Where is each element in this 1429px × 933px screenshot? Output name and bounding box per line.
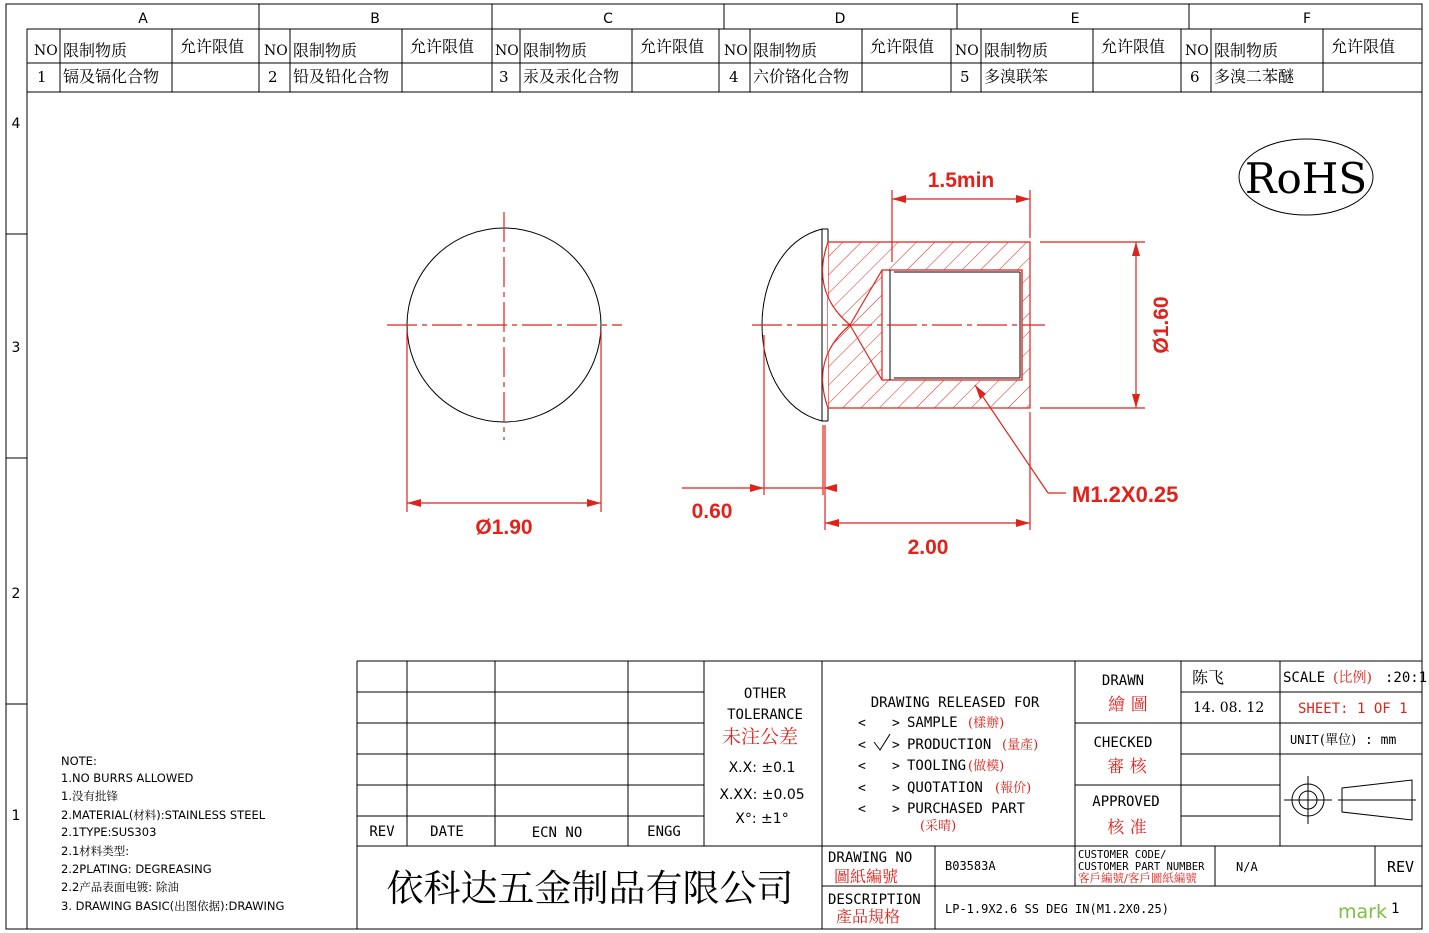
item-no: 2 [268, 68, 278, 86]
release-label: QUOTATION [907, 780, 983, 796]
drawn-label: DRAWN [1101, 673, 1145, 689]
zone-row-2: 2 [11, 586, 21, 602]
svg-text:>: > [892, 759, 900, 774]
svg-text:>: > [892, 716, 900, 731]
rev-col-date: DATE [430, 824, 464, 840]
row-zones [6, 116, 27, 824]
hdr-limit: 允许限值 [870, 37, 935, 56]
note-line: 2.1材料类型: [61, 844, 130, 858]
zone-row-4: 4 [11, 116, 21, 132]
hdr-limit: 允许限值 [640, 37, 705, 56]
tol-xx: X.X: ±0.1 [728, 760, 796, 776]
company-name: 依科达五金制品有限公司 [386, 867, 794, 910]
item-no: 1 [37, 68, 47, 86]
dim-shank-dia [1040, 242, 1173, 408]
hdr-limit: 允许限值 [1101, 37, 1166, 56]
release-title: DRAWING RELEASED FOR [870, 695, 1040, 711]
release-cn: (做模) [968, 759, 1005, 774]
customer-code-label2: CUSTOMER PART NUMBER [1078, 861, 1205, 873]
release-label: PURCHASED PART [907, 801, 1026, 817]
note-line: 2.2PLATING: DEGREASING [61, 862, 212, 876]
note-line: 1.没有批锋 [61, 789, 118, 803]
hdr-limit: 允许限值 [410, 37, 475, 56]
dim-min-length: 1.5min [927, 169, 995, 192]
release-item [858, 734, 1038, 753]
side-view [752, 229, 1045, 421]
item-name: 镉及镉化合物 [63, 67, 160, 86]
note-line: 2.MATERIAL(材料):STAINLESS STEEL [61, 808, 266, 822]
description-label: DESCRIPTION [828, 892, 921, 908]
item-name: 铅及铅化合物 [293, 67, 390, 86]
hdr-no: NO [264, 43, 288, 59]
hdr-substance: 限制物质 [293, 41, 358, 60]
scale-cn: (比例) [1333, 670, 1372, 686]
hdr-no: NO [955, 43, 979, 59]
svg-text:<: < [858, 738, 866, 753]
check-icon [874, 734, 890, 750]
hdr-limit: 允许限值 [180, 37, 245, 56]
mark-watermark: mark [1338, 901, 1387, 923]
rohs-text: RoHS [1244, 154, 1368, 203]
approved-label: APPROVED [1092, 794, 1160, 810]
note-line: 2.2产品表面电镀: 除油 [61, 880, 179, 894]
scale-label: SCALE [1283, 670, 1326, 686]
customer-code-cn: 客戶編號/客戶圖紙編號 [1078, 871, 1197, 885]
hdr-no: NO [1185, 43, 1209, 59]
rev-col-rev: REV [369, 824, 395, 840]
zone-row-1: 1 [11, 808, 21, 824]
item-no: 4 [729, 68, 739, 86]
drawing-no-label: DRAWING NO [828, 850, 913, 866]
note-line: 3. DRAWING BASIC(出图依据):DRAWING [61, 899, 285, 913]
dim-head-height-text: 0.60 [691, 500, 733, 523]
item-name: 汞及汞化合物 [523, 67, 620, 86]
description-cn: 產品規格 [836, 907, 901, 926]
approved-cn: 核 准 [1107, 818, 1147, 838]
svg-text:<: < [858, 781, 866, 796]
release-cn: (量產) [1002, 738, 1039, 753]
front-view [387, 212, 622, 539]
dim-head-diameter: Ø1.90 [475, 516, 533, 539]
zone-col-d: D [834, 11, 846, 27]
drawn-cn: 繪 圖 [1108, 695, 1148, 715]
zone-col-c: C [603, 11, 613, 27]
dim-shank-length-text: 2.00 [907, 536, 949, 559]
rev-col-engg: ENGG [647, 824, 681, 840]
svg-text:<: < [858, 716, 866, 731]
tol-line1: OTHER [743, 686, 787, 702]
hdr-substance: 限制物质 [523, 41, 588, 60]
release-item [858, 801, 1026, 834]
sheet-text: SHEET: 1 OF 1 [1298, 701, 1408, 717]
tol-line2: TOLERANCE [727, 707, 803, 723]
substances-table [27, 29, 1422, 92]
dim-thread-spec: M1.2X0.25 [1072, 482, 1179, 507]
rev-col-ecn: ECN NO [531, 825, 583, 841]
tol-xxx: X.XX: ±0.05 [719, 787, 805, 803]
checked-cn: 審 核 [1107, 757, 1147, 777]
note-line: 1.NO BURRS ALLOWED [61, 771, 194, 785]
column-zones [138, 4, 1311, 29]
zone-col-b: B [370, 11, 380, 27]
outer-border [6, 4, 1422, 929]
rev-label: REV [1387, 858, 1415, 876]
projection-icon [1284, 776, 1416, 824]
hdr-substance: 限制物质 [1214, 41, 1279, 60]
scale-value: :20:1 [1385, 670, 1428, 686]
item-no: 6 [1190, 68, 1200, 86]
item-name: 多溴联笨 [984, 67, 1049, 86]
release-label: SAMPLE [907, 715, 958, 731]
svg-text:>: > [892, 802, 900, 817]
item-name: 多溴二苯醚 [1214, 67, 1295, 86]
tol-deg: X°: ±1° [735, 811, 789, 827]
unit-label: UNIT [1290, 733, 1319, 747]
unit-value: : mm [1365, 733, 1397, 748]
hdr-substance: 限制物质 [984, 41, 1049, 60]
notes [61, 754, 284, 913]
customer-code-value: N/A [1236, 860, 1258, 874]
item-name: 六价铬化合物 [753, 67, 850, 86]
release-label: TOOLING [907, 758, 967, 774]
drawing-no-cn: 圖紙編號 [834, 867, 899, 886]
hdr-substance: 限制物质 [63, 41, 128, 60]
hdr-no: NO [34, 43, 58, 59]
note-line: 2.1TYPE:SUS303 [61, 825, 157, 839]
hdr-substance: 限制物质 [753, 41, 818, 60]
hdr-no: NO [495, 43, 519, 59]
drawn-date: 14. 08. 12 [1193, 700, 1265, 716]
zone-col-e: E [1070, 11, 1080, 27]
customer-code-label1: CUSTOMER CODE/ [1078, 849, 1167, 861]
item-no: 5 [960, 68, 970, 86]
dim-shank-diameter: Ø1.60 [1150, 296, 1173, 354]
svg-text:<: < [858, 759, 866, 774]
title-block [357, 661, 1427, 929]
zone-row-3: 3 [11, 340, 21, 356]
release-label: PRODUCTION [907, 737, 992, 753]
hdr-limit: 允许限值 [1331, 37, 1396, 56]
release-cn: (報价) [995, 781, 1032, 796]
note-line: NOTE: [61, 754, 97, 768]
drawn-name: 陈飞 [1192, 668, 1225, 687]
svg-text:>: > [892, 781, 900, 796]
dim-head-height [682, 335, 837, 523]
zone-col-f: F [1302, 11, 1312, 27]
tol-cn: 未注公差 [721, 726, 799, 748]
svg-text:>: > [892, 738, 900, 753]
dim-shank-length [825, 412, 1030, 559]
release-cn: (樣辦) [968, 716, 1005, 731]
rohs-mark [1239, 139, 1373, 215]
hdr-no: NO [724, 43, 748, 59]
svg-text:<: < [858, 802, 866, 817]
description-value: LP-1.9X2.6 SS DEG IN(M1.2X0.25) [945, 902, 1169, 916]
unit-cn: (單位) [1320, 733, 1357, 748]
release-cn: (采晴) [920, 819, 957, 834]
checked-label: CHECKED [1093, 735, 1153, 751]
release-item [858, 715, 1004, 731]
zone-col-a: A [138, 11, 148, 27]
release-item [858, 780, 1031, 796]
drawing-no-value: B03583A [945, 859, 996, 873]
item-no: 3 [499, 68, 509, 86]
rev-value: 1 [1391, 901, 1400, 917]
release-item [858, 758, 1004, 774]
